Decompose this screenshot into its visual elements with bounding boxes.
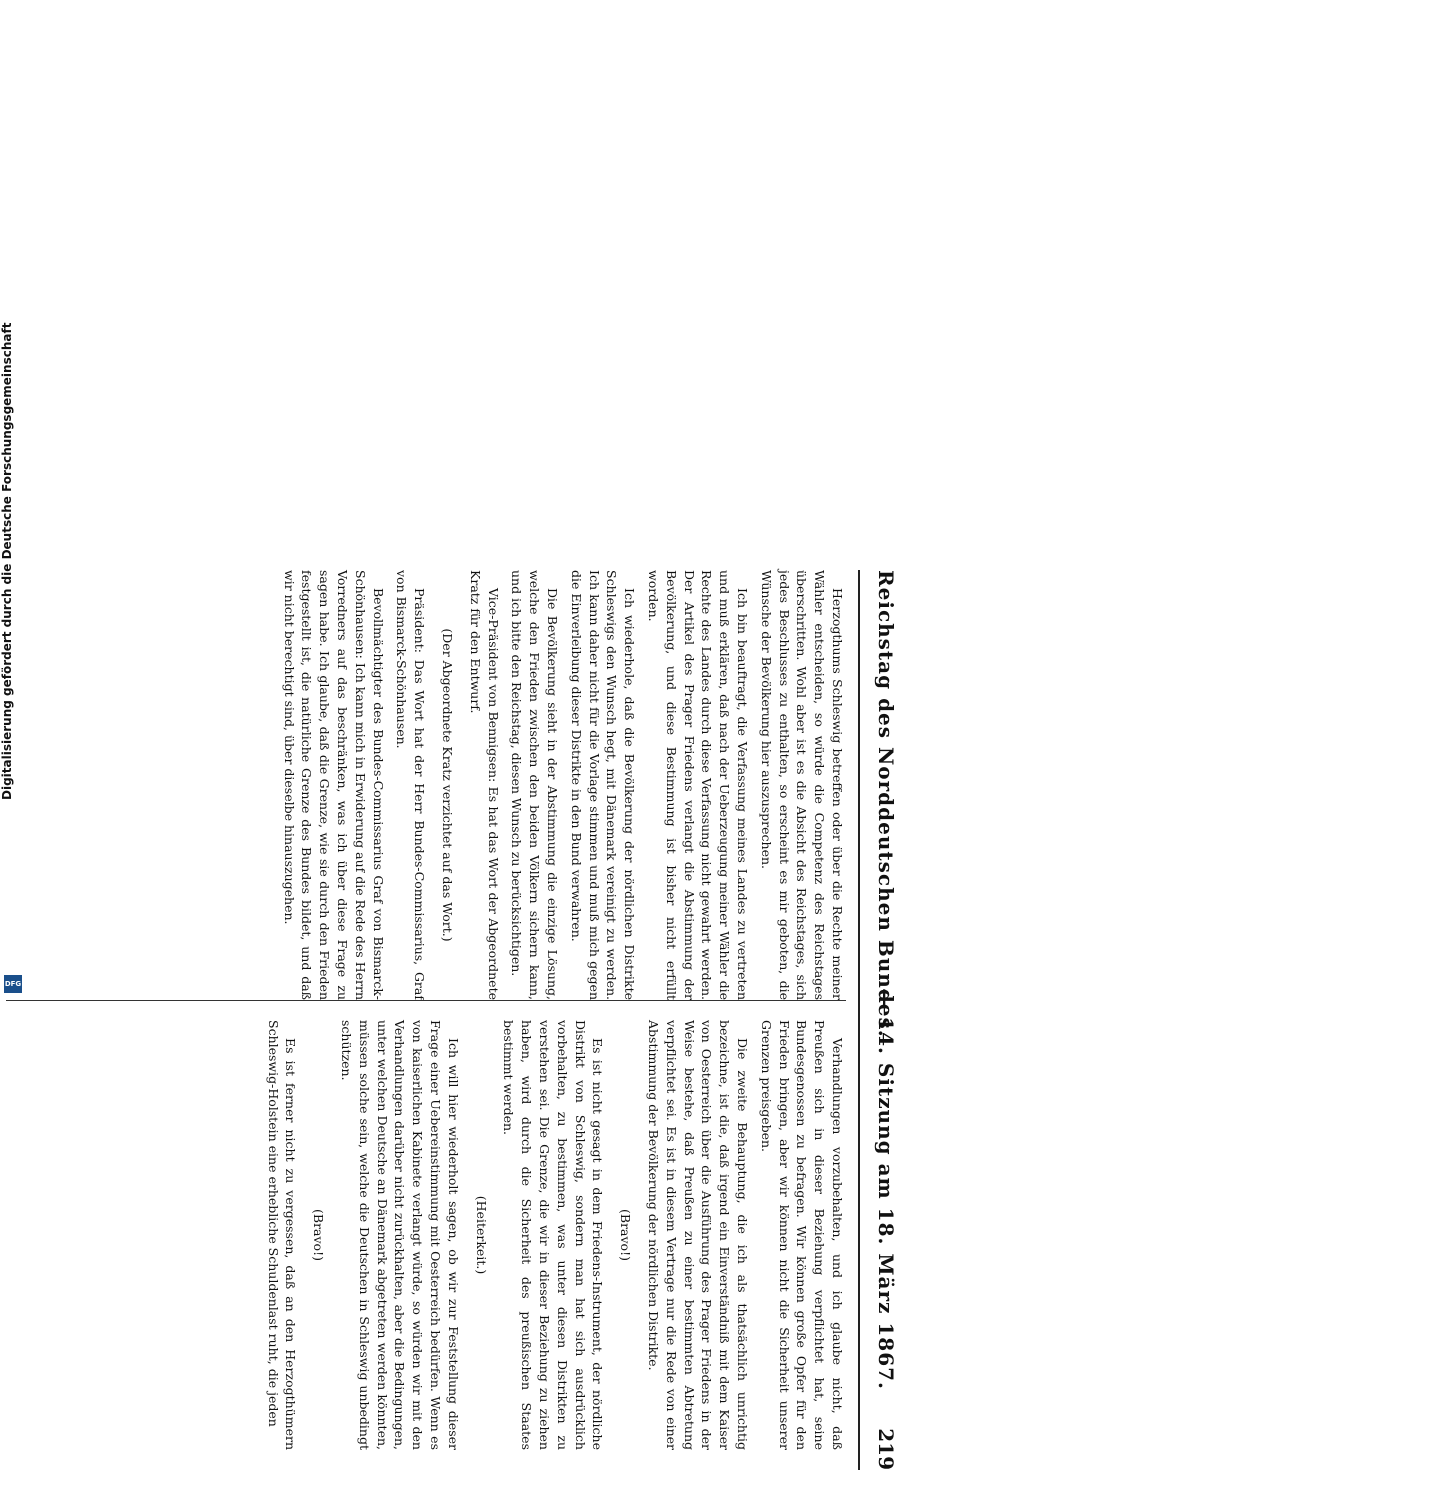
page-header bbox=[858, 570, 902, 1470]
stage-direction: (Bravo!) bbox=[311, 1209, 327, 1261]
paragraph: Ich wiederhole, daß die Bevölkerung der nördlichen Distrikte Schleswigs den Wunsch hegt, mit Dänemark vereinigt zu werden. Ich kann daher nicht für die Vorlage stimmen und muß mich gegen die Einverleibung dieser Distrikte in den Bund verwahren. bbox=[568, 570, 638, 1000]
right-column bbox=[258, 1020, 846, 1450]
dfg-logo-icon: DFG bbox=[4, 975, 22, 993]
paragraph: Es ist ferner nicht zu vergessen, daß an den Herzogthümern Schleswig-Holstein eine erhebliche Schuldenlast ruht, die jeden bbox=[265, 1020, 299, 1450]
paragraph: Vice-Präsident von Bennigsen: Es hat das Wort der Abgeordnete Kratz für den Entwurf. bbox=[467, 570, 501, 1000]
paragraph: Ich bin beauftragt, die Verfassung meines Landes zu vertreten und muß erklären, daß nach der Ueberzeugung meiner Wähler die Rechte des Landes durch diese Verfassung nicht gewahrt werden. Der Artikel des Prager Friedens verlangt die Abstimmung der Bevölkerung, und diese Bestimmung ist bisher nicht erfüllt worden. bbox=[646, 570, 751, 1000]
rotated-page-content bbox=[0, 500, 932, 1500]
paragraph: Die zweite Behauptung, die ich als thatsächlich unrichtig bezeichne, ist die, daß irgend ein Einverständniß mit dem Kaiser von Oesterreich über die Ausführung des Prager Friedens in der Weise bestehe, daß Preußen zu einer bestimmten Abtretung verpflichtet sei. Es ist in diesem Vertrage nur die Rede von einer Abstimmung der Bevölkerung der nördlichen Distrikte. bbox=[646, 1020, 751, 1450]
header-left-title: Reichstag des Norddeutschen Bundes. bbox=[874, 570, 898, 1038]
digitization-note: Digitalisierung gefördert durch die Deutsche Forschungsgemeinschaft bbox=[0, 322, 14, 800]
left-column bbox=[274, 570, 846, 1000]
paragraph: Es ist nicht gesagt in dem Friedens-Instrument, der nördliche Distrikt von Schleswig, sondern man hat sich ausdrücklich vorbehalten, zu bestimmen, was unter diesen Distrikten zu verstehen sei. Die Grenze, die wir in dieser Beziehung zu ziehen haben, wird durch die Sicherheit des preußischen Staates bestimmt werden. bbox=[501, 1020, 606, 1450]
paragraph: Präsident: Das Wort hat der Herr Bundes-Commissarius, Graf von Bismarck-Schönhausen. bbox=[394, 570, 428, 1000]
paragraph: Die Bevölkerung sieht in der Abstimmung die einzige Lösung, welche den Frieden zwischen den beiden Völkern sichern kann, und ich bitte den Reichstag, diesen Wunsch zu berücksichtigen. bbox=[509, 570, 561, 1000]
stage-direction: (Bravo!) bbox=[618, 1209, 634, 1261]
column-divider bbox=[6, 1000, 846, 1001]
paragraph: Bevollmächtigter des Bundes-Commissarius Graf von Bismarck-Schönhausen: Ich kann mich in Erwiderung auf die Rede des Herrn Vorredners auf das beschränken, was ich über diese Frage zu sagen habe. Ich glaube, daß die Grenze, wie sie durch den Frieden festgestellt ist, die natürliche Grenze des Bundes bildet, und daß wir nicht berechtigt sind, über dieselbe hinauszugehen. bbox=[281, 570, 386, 1000]
paragraph: Verhandlungen vorzubehalten, und ich glaube nicht, daß Preußen sich in dieser Beziehung verpflichtet hat, seine Bundesgenossen zu befragen. Wir können große Opfer für den Frieden bringen, aber wir können nicht die Sicherheit unserer Grenzen preisgeben. bbox=[758, 1020, 845, 1450]
stage-direction: (Heiterkeit.) bbox=[473, 1195, 489, 1275]
stage-direction: (Der Abgeordnete Kratz verzichtet auf das Wort.) bbox=[440, 628, 456, 942]
paragraph: Herzogthums Schleswig betreffen oder über die Rechte meiner Wähler entscheiden, so würde die Competenz des Reichstages überschritten. Wohl aber ist es die Absicht des Reichstages, sich jedes Beschlusses zu enthalten, so erscheint es mir geboten, die Wünsche der Bevölkerung hier auszusprechen. bbox=[758, 570, 845, 1000]
paragraph: Ich will hier wiederholt sagen, ob wir zur Feststellung dieser Frage einer Uebereinstimmung mit Oesterreich bedürfen. Wenn es von kaiserlichen Kabinete verlangt würde, so würden wir mit den Verhandlungen darüber nicht zurückhalten, aber die Bedingungen, unter welchen Deutsche an Dänemark abgetreten werden könnten, müssen solche sein, welche die Deutschen in Schleswig unbedingt schützen. bbox=[339, 1020, 461, 1450]
header-right-title: — 14. Sitzung am 18. März 1867. bbox=[874, 988, 898, 1390]
page-number: 219 bbox=[874, 1428, 898, 1470]
